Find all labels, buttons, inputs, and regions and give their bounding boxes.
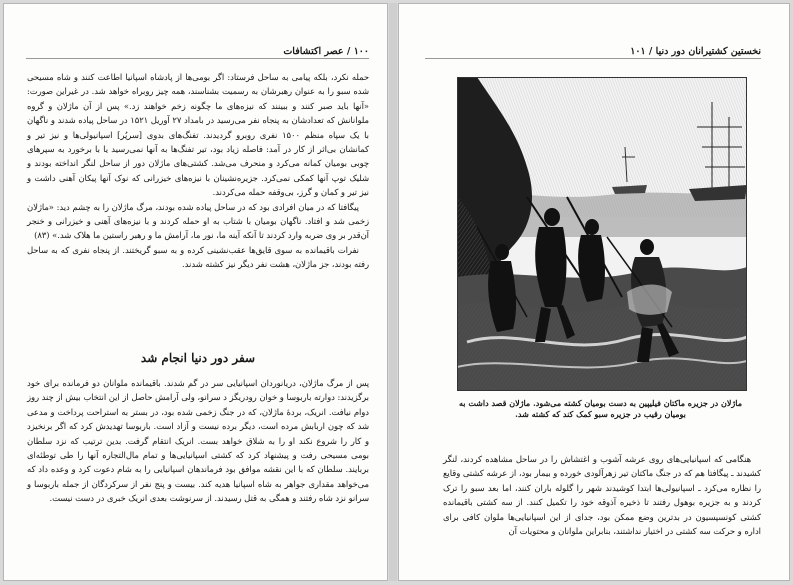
section-body-text (27, 376, 369, 506)
battle-engraving-image (457, 77, 747, 391)
paragraph-1: حمله نکرد، بلکه پیامی به ساحل فرستاد: اگر بومی‌ها از پادشاه اسپانیا اطاعت کنند و شاه مسیحی شده سبو را به عنوان رهبرشان به رسمیت بشناسند، همه چیز روبراه خواهد شد. در غیراین صورت: «آنها باید صبر کنند و ببینند که نیزه‌های ما چگونه زخم خواهند زد.» پس از آن ماژلان و گروه ملوانانش که تعدادشان به پنجاه نفر می‌رسید در بامداد ۲۷ آوریل ۱۵۲۱ در ساحل پیاده شدند و ناگهان با یک سپاه منظم ۱۵۰۰ نفری روبرو گردیدند. تفنگ‌های بدوی [سرپُر] اسپانیولی‌ها و نیز تیر و کمانشان بی‌اثر از کار در آمد: فاصله زیاد بود، تیر تفنگ‌ها به آنها نمی‌رسید یا با برخورد به سپرهای چوبی بومیان کمانه می‌کرد و منحرف می‌شد. کشتی‌های ماژلان دور از ساحل لنگر انداخته بودند و شلیک توپ آنها کمکی نمی‌کرد. جزیره‌نشینان با نیزه‌های خیزرانی که نوک آنها پیکان آهنی داشت و نیز تیر و کمان و گرز، بی‌وقفه حمله می‌کردند. (27, 72, 369, 198)
left-page (3, 3, 388, 581)
section-title: سفر دور دنیا انجام شد (140, 351, 256, 365)
engraving-illustration (457, 77, 747, 391)
section-paragraph: پس از مرگ ماژلان، دریانوردان اسپانیایی سر در گم شدند. باقیمانده ملوانان دو فرمانده برای خود برگزیدند: دوارته باربوسا و خوان رودریگز د سرانو، ولی آرامش حاصل از این انتخاب بیش از چند روز دوام نیافت. انریک، بردهٔ ماژلان، که در جنگ زخمی شده بود، در بستر به استراحت پرداخت و مدعی شد که چون اربابش مرده است، دیگر برده نیست و آزاد است. باربوسا تهدیدش کرد که اگر برنخیزد و کار را شروع نکند او را به شلاق خواهد بست. انریک انتقام گرفت. بدین ترتیب که نزد سلطان بومی مسیحی رفت و پیشنهاد کرد که کشتی اسپانیایی‌ها و تمام مال‌التجاره آنها را طی توطئه‌ای بربایند. سلطان که با این نقشه موافق بود فرماندهان اسپانیایی را به شام دعوت کرد و وعده داد که می‌خواهد مقداری جواهر به شاه اسپانیا هدیه کند. بیست و پنج نفر از سرکردگان از جمله باربوسا و سرانو نزد شاه رفتند و همگی به قتل رسیدند. از سرنوشت بعدی انریک خبری در دست نیست. (27, 378, 369, 504)
right-page (398, 3, 790, 581)
right-paragraph: هنگامی که اسپانیایی‌های روی عرشه آشوب و اغتشاش را در ساحل مشاهده کردند، لنگر کشیدند ـ پیگافتا هم که در جنگ ماکتان تیر زهرآلودی خورده و بیمار بود، از عرشه کشتی وقایع را نظاره می‌کرد ـ اسپانیولی‌ها ابتدا کوشیدند شهر را گلوله باران کنند، اما بعد سبو را ترک کردند و به جزیره بوهول رفتند تا ذخیره آذوقه خود را تکمیل کنند. از سه کشتی باقیمانده کشتی کونسپسیون در بدترین وضع ممکن بود، جدای از این اسپانیایی‌ها ملوان کافی برای اداره و حرکت سه کشتی در اختیار نداشتند، بنابراین ملوانان و محتویات آن (443, 454, 761, 537)
page-header-right: نخستین کشتیرانان دور دنیا / ۱۰۱ (425, 46, 761, 59)
left-body-text (27, 70, 369, 272)
paragraph-3: نفرات باقیمانده به سوی قایق‌ها عقب‌نشینی کرده و به سبو گریختند. از پنجاه نفری که به ساحل رفته بودند، جز ماژلان، هشت نفر دیگر نیز کشته شدند. (27, 244, 369, 270)
page-header-left: ۱۰۰ / عصر اکتشافات (26, 46, 369, 59)
book-gutter (389, 3, 397, 581)
paragraph-2: پیگافتا که در میان افرادی بود که در ساحل پیاده شده بودند، مرگ ماژلان را به چشم دید: «ماژلان زخمی شد و افتاد. ناگهان بومیان با شتاب به او حمله کردند و با نیزه‌های آهنی و خیزرانی و خنجر آن‌قدر بر وی ضربه وارد کردند تا آنکه آینه ما، نور ما، آرامش ما و رهبر راستین ما هلاک شد.» (۸۳) (27, 201, 369, 241)
figure-caption: ماژلان در جزیره ماکتان فیلیپین به دست بومیان کشته می‌شود. ماژلان قصد داشت به بومیان رقیب در جزیره سبو کمک کند که کشته شد. (459, 398, 742, 419)
right-body-text (443, 452, 761, 538)
